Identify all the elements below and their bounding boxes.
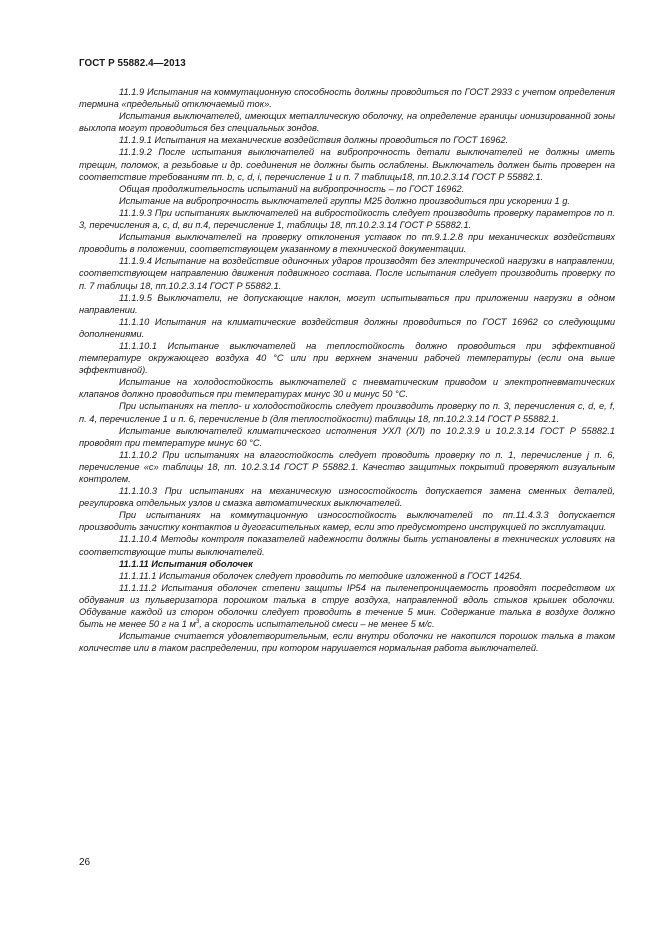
paragraph: 11.1.11.1 Испытания оболочек следует проводить по методике изложенной в ГОСТ 14254. — [119, 570, 523, 581]
paragraph: 11.1.10 Испытания на климатические воздействия должны проводиться по ГОСТ 16962 со следующими дополнениями. — [79, 316, 615, 339]
paragraph: 11.1.10.4 Методы контроля показателей надежности должны быть установлены в технических условиях на соответствующие типы выключателей. — [79, 534, 615, 557]
paragraph: 11.1.9.4 Испытание на воздействие одиночных ударов производят без электрической нагрузки в направлении, соответствующем направлению движения подвижного состава. После испытания следует производить проверку по п. 7 таблицы 18, пп.10.2.3.14 ГОСТ Р 55882.1. — [79, 256, 615, 291]
paragraph: 11.1.9 Испытания на коммутационную способность должны проводиться по ГОСТ 2933 с учетом определения термина «предельный отключаемый ток». — [79, 87, 615, 110]
section-heading: 11.1.11 Испытания оболочек — [119, 558, 253, 569]
paragraph: Испытание выключателей климатического исполнения УХЛ (ХЛ) по 10.2.3.9 и 10.2.3.14 ГОСТ Р 55882.1 проводят при температуре минус 60 °С. — [79, 425, 615, 448]
paragraph: 11.1.10.1 Испытание выключателей на теплостойкость должно проводиться при эффективной температуре окружающего воздуха 40 °С или при верхнем значении рабочей температуры (если она выше эффективной). — [79, 340, 615, 376]
document-header: ГОСТ Р 55882.4—2013 — [79, 58, 186, 69]
paragraph: 11.1.10.3 При испытаниях на механическую износостойкость допускается замена сменных деталей, регулировка отдельных узлов и смазка автоматических выключателей. — [79, 486, 615, 509]
paragraph: При испытаниях на тепло- и холодостойкость следует производить проверку по п. 3, перечисления c, d, e, f, п. 4, перечисление 1 и п. 6, перечисление b (для теплостойкости) таблицы 18, пп.10.2.3.14 ГОСТ Р 55882.1. — [79, 401, 615, 424]
document-body — [79, 86, 615, 654]
page-number: 26 — [79, 857, 91, 868]
paragraph: Испытание на вибропрочность выключателей группы М25 должно производиться при ускорении 1 g. — [119, 195, 570, 206]
paragraph: Испытания выключателей, имеющих металлическую оболочку, на определение границы ионизированной зоны выхлопа могут проводиться без специальных зондов. — [79, 111, 615, 134]
paragraph: 11.1.9.2 После испытания выключателей на вибропрочность детали выключателей не должны иметь трещин, поломок, а резьбовые и др. соединения не должны быть ослаблены. Выключатель должен быть проверен на соответствие требованиям пп. b, c, d, i, перечисление 1 и п. 7 таблицы18, пп.10.2.3.14 ГОСТ Р 55882.1. — [79, 147, 615, 182]
paragraph: При испытаниях на коммутационную износостойкость выключателей по пп.11.4.3.3 допускается производить зачистку контактов и дугогасительных камер, если это предусмотрено инструкцией по эксплуатации. — [79, 510, 615, 533]
paragraph: Испытание на холодостойкость выключателей с пневматическим приводом и электропневматических клапанов должно проводиться при температурах минус 30 и минус 50 °С. — [79, 377, 615, 400]
paragraph-text: 11.1.11.2 Испытания оболочек степени защиты IP54 на пыленепроницаемость проводят посредством их обдувания из пульверизатора порошком талька в струе воздуха, направленной вдоль стыков крышек оболочки. Обдувание каждой из сторон оболочки следует проводить в течение 5 мин. Содержание талька в воздухе должно быть не менее 50 г на 1 м — [79, 582, 615, 630]
superscript: 3 — [195, 619, 200, 626]
paragraph: 11.1.9.5 Выключатели, не допускающие наклон, могут испытываться при приложении нагрузки в одном направлении. — [79, 292, 615, 315]
paragraph-dust-test — [79, 582, 615, 630]
paragraph: 11.1.9.1 Испытания на механические воздействия должны проводиться по ГОСТ 16962. — [119, 135, 509, 146]
paragraph: 11.1.9.3 При испытаниях выключателей на вибростойкость следует производить проверку параметров по п. 3, перечисления a, c, d, ви п.4, перечисление 1, таблицы 18, пп.10.2.3.14 ГОСТ Р 55882.1. — [79, 207, 615, 231]
paragraph: 11.1.10.2 При испытаниях на влагостойкость следует проводить проверку по п. 1, перечисление j п. 6, перечисление «с» таблицы 18, пп. 10.2.3.14 ГОСТ Р 55882.1. Качество защитных покрытий проверяют визуальным контролем. — [79, 449, 615, 484]
paragraph: Общая продолжительность испытаний на вибропрочность – по ГОСТ 16962. — [119, 183, 465, 194]
paragraph: Испытания выключателей на проверку отклонения уставок по пп.9.1.2.8 при механических воздействиях проводить в положении, соответствующем указанному в технической документации. — [79, 232, 615, 255]
paragraph-text: , а скорость испытательной смеси – не менее 5 м/с. — [199, 619, 435, 630]
paragraph: Испытание считается удовлетворительным, если внутри оболочки не накопился порошок талька в таком количестве или в таком распределении, при котором нарушается нормальная работа выключателей. — [79, 631, 615, 654]
